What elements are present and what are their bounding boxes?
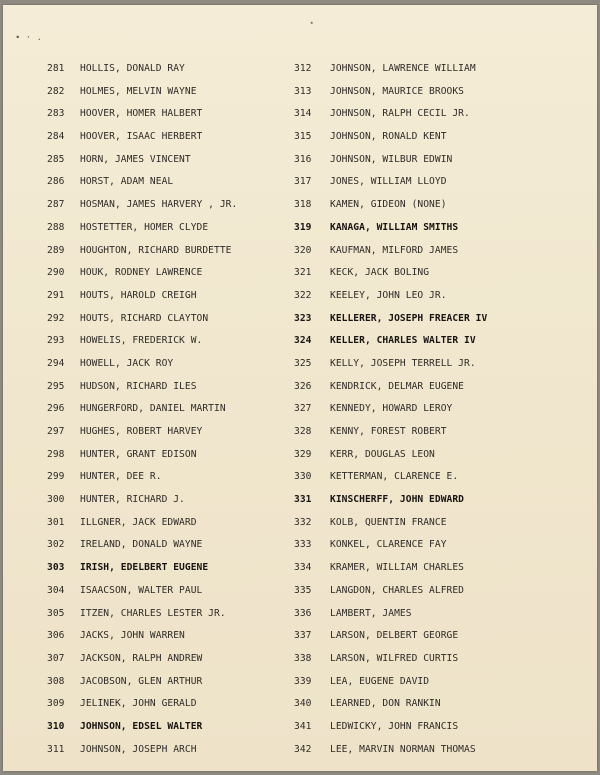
entry-number: 306 xyxy=(47,630,65,642)
roster-entry xyxy=(294,625,584,648)
entry-name: HOWELIS, FREDERICK W. xyxy=(80,335,203,347)
entry-name: HOSMAN, JAMES HARVERY , JR. xyxy=(80,199,238,211)
entry-name: HUNTER, RICHARD J. xyxy=(80,494,185,506)
roster-entry xyxy=(294,353,584,376)
entry-number: 324 xyxy=(294,335,312,347)
entry-number: 317 xyxy=(294,176,312,188)
entry-number: 281 xyxy=(47,63,65,74)
entry-name: HOSTETTER, HOMER CLYDE xyxy=(80,221,209,233)
entry-name: JELINEK, JOHN GERALD xyxy=(80,698,197,710)
roster-entry xyxy=(294,285,584,308)
entry-number: 326 xyxy=(294,380,312,392)
entry-number: 287 xyxy=(47,199,65,211)
entry-number: 307 xyxy=(47,652,65,664)
entry-name: KENNY, FOREST ROBERT xyxy=(330,426,447,437)
entry-number: 299 xyxy=(47,471,65,483)
entry-name: HORN, JAMES VINCENT xyxy=(80,153,191,165)
entry-name: KENNEDY, HOWARD LEROY xyxy=(330,403,453,415)
entry-number: 328 xyxy=(294,426,312,437)
roster-entry xyxy=(294,58,584,81)
entry-name: KENDRICK, DELMAR EUGENE xyxy=(330,380,464,392)
entry-number: 294 xyxy=(47,357,65,369)
top-center-mark: ⋆ xyxy=(309,19,315,29)
entry-number: 285 xyxy=(47,153,65,165)
entry-number: 337 xyxy=(294,630,312,642)
roster-entry xyxy=(294,330,584,353)
roster-entry xyxy=(294,376,584,399)
entry-name: KECK, JACK BOLING xyxy=(330,267,430,279)
entry-name: JACOBSON, GLEN ARTHUR xyxy=(80,675,203,687)
roster-column-right xyxy=(294,58,584,761)
entry-name: KOLB, QUENTIN FRANCE xyxy=(330,516,447,528)
entry-number: 293 xyxy=(47,335,65,347)
entry-number: 325 xyxy=(294,357,312,369)
entry-name: LARSON, WILFRED CURTIS xyxy=(330,652,459,664)
roster-entry xyxy=(294,580,584,603)
entry-name: HUNTER, DEE R. xyxy=(80,471,162,483)
entry-name: HOUTS, RICHARD CLAYTON xyxy=(80,312,209,324)
roster-entry xyxy=(294,149,584,172)
entry-name: HUNGERFORD, DANIEL MARTIN xyxy=(80,403,226,415)
entry-name: JOHNSON, RALPH CECIL JR. xyxy=(330,108,470,120)
entry-name: JOHNSON, EDSEL WALTER xyxy=(80,720,203,732)
entry-name: KAUFMAN, MILFORD JAMES xyxy=(330,244,459,256)
entry-number: 338 xyxy=(294,652,312,664)
entry-name: HOUTS, HAROLD CREIGH xyxy=(80,289,197,301)
entry-name: IRELAND, DONALD WAYNE xyxy=(80,539,203,551)
corner-smudge-mark: ∙ ⋅ . xyxy=(15,33,43,43)
entry-name: LAMBERT, JAMES xyxy=(330,607,412,619)
entry-number: 311 xyxy=(47,743,65,755)
entry-name: HOWELL, JACK ROY xyxy=(80,357,174,369)
entry-number: 327 xyxy=(294,403,312,415)
entry-number: 322 xyxy=(294,289,312,301)
roster-entry xyxy=(294,557,584,580)
entry-name: HOUGHTON, RICHARD BURDETTE xyxy=(80,244,232,256)
entry-number: 302 xyxy=(47,539,65,551)
entry-name: HUNTER, GRANT EDISON xyxy=(80,448,197,460)
entry-name: JOHNSON, MAURICE BROOKS xyxy=(330,85,464,97)
entry-name: ISAACSON, WALTER PAUL xyxy=(80,584,203,596)
entry-name: JONES, WILLIAM LLOYD xyxy=(330,176,447,188)
entry-name: KRAMER, WILLIAM CHARLES xyxy=(330,562,464,574)
entry-number: 314 xyxy=(294,108,312,120)
entry-number: 341 xyxy=(294,720,312,732)
entry-name: LEA, EUGENE DAVID xyxy=(330,675,430,687)
entry-number: 295 xyxy=(47,380,65,392)
entry-number: 283 xyxy=(47,108,65,120)
entry-number: 316 xyxy=(294,153,312,165)
roster-entry xyxy=(294,308,584,331)
entry-number: 331 xyxy=(294,494,312,506)
roster-entry xyxy=(294,262,584,285)
entry-name: KELLY, JOSEPH TERRELL JR. xyxy=(330,357,476,369)
entry-name: HOOVER, ISAAC HERBERT xyxy=(80,131,203,143)
entry-number: 290 xyxy=(47,267,65,279)
roster-entry xyxy=(294,534,584,557)
entry-name: LEARNED, DON RANKIN xyxy=(330,698,441,710)
entry-name: LANGDON, CHARLES ALFRED xyxy=(330,584,464,596)
roster-entry xyxy=(294,103,584,126)
roster-entry xyxy=(294,512,584,535)
entry-number: 313 xyxy=(294,85,312,97)
roster-entry xyxy=(294,648,584,671)
roster-entry xyxy=(294,421,584,444)
entry-number: 296 xyxy=(47,403,65,415)
entry-number: 332 xyxy=(294,516,312,528)
entry-number: 319 xyxy=(294,221,312,233)
roster-entry xyxy=(294,81,584,104)
entry-number: 342 xyxy=(294,743,312,755)
entry-number: 333 xyxy=(294,539,312,551)
entry-name: IRISH, EDELBERT EUGENE xyxy=(80,562,209,574)
entry-number: 323 xyxy=(294,312,312,324)
roster-entry xyxy=(294,716,584,739)
entry-name: LARSON, DELBERT GEORGE xyxy=(330,630,459,642)
entry-name: HOOVER, HOMER HALBERT xyxy=(80,108,203,120)
entry-number: 334 xyxy=(294,562,312,574)
entry-number: 312 xyxy=(294,63,312,74)
entry-number: 310 xyxy=(47,720,65,732)
roster-entry xyxy=(294,603,584,626)
entry-number: 340 xyxy=(294,698,312,710)
entry-name: KELLERER, JOSEPH FREACER IV xyxy=(330,312,488,324)
entry-name: HOUK, RODNEY LAWRENCE xyxy=(80,267,203,279)
entry-name: KONKEL, CLARENCE FAY xyxy=(330,539,447,551)
entry-number: 303 xyxy=(47,562,65,574)
entry-number: 309 xyxy=(47,698,65,710)
roster-entry xyxy=(294,693,584,716)
entry-number: 298 xyxy=(47,448,65,460)
entry-number: 305 xyxy=(47,607,65,619)
roster-entry xyxy=(294,194,584,217)
roster-entry xyxy=(294,489,584,512)
entry-name: KETTERMAN, CLARENCE E. xyxy=(330,471,459,483)
entry-name: HOLLIS, DONALD RAY xyxy=(80,63,185,74)
roster-entry xyxy=(294,126,584,149)
entry-number: 318 xyxy=(294,199,312,211)
entry-name: JOHNSON, WILBUR EDWIN xyxy=(330,153,453,165)
roster-entry xyxy=(294,739,584,762)
roster-entry xyxy=(294,444,584,467)
roster-entry xyxy=(294,171,584,194)
entry-number: 336 xyxy=(294,607,312,619)
entry-name: HUDSON, RICHARD ILES xyxy=(80,380,197,392)
entry-number: 289 xyxy=(47,244,65,256)
roster-entry xyxy=(294,217,584,240)
entry-name: JOHNSON, LAWRENCE WILLIAM xyxy=(330,63,476,74)
entry-number: 288 xyxy=(47,221,65,233)
entry-name: LEDWICKY, JOHN FRANCIS xyxy=(330,720,459,732)
entry-number: 335 xyxy=(294,584,312,596)
entry-number: 284 xyxy=(47,131,65,143)
roster-entry xyxy=(294,671,584,694)
entry-name: HORST, ADAM NEAL xyxy=(80,176,174,188)
entry-number: 297 xyxy=(47,426,65,437)
entry-name: KELLER, CHARLES WALTER IV xyxy=(330,335,476,347)
entry-number: 304 xyxy=(47,584,65,596)
entry-name: JOHNSON, JOSEPH ARCH xyxy=(80,743,197,755)
entry-name: LEE, MARVIN NORMAN THOMAS xyxy=(330,743,476,755)
roster-entry xyxy=(294,398,584,421)
entry-name: KEELEY, JOHN LEO JR. xyxy=(330,289,447,301)
entry-name: JACKS, JOHN WARREN xyxy=(80,630,185,642)
entry-name: JACKSON, RALPH ANDREW xyxy=(80,652,203,664)
entry-name: HUGHES, ROBERT HARVEY xyxy=(80,426,203,437)
document-page xyxy=(3,5,597,771)
roster-entry xyxy=(294,240,584,263)
entry-number: 321 xyxy=(294,267,312,279)
entry-name: KAMEN, GIDEON (NONE) xyxy=(330,199,447,211)
entry-number: 291 xyxy=(47,289,65,301)
entry-name: KINSCHERFF, JOHN EDWARD xyxy=(330,494,464,506)
entry-number: 286 xyxy=(47,176,65,188)
entry-name: KANAGA, WILLIAM SMITHS xyxy=(330,221,459,233)
entry-name: HOLMES, MELVIN WAYNE xyxy=(80,85,197,97)
entry-number: 330 xyxy=(294,471,312,483)
entry-name: ILLGNER, JACK EDWARD xyxy=(80,516,197,528)
entry-number: 339 xyxy=(294,675,312,687)
entry-name: ITZEN, CHARLES LESTER JR. xyxy=(80,607,226,619)
entry-number: 282 xyxy=(47,85,65,97)
roster-entry xyxy=(294,466,584,489)
entry-name: KERR, DOUGLAS LEON xyxy=(330,448,435,460)
entry-name: JOHNSON, RONALD KENT xyxy=(330,131,447,143)
entry-number: 320 xyxy=(294,244,312,256)
entry-number: 308 xyxy=(47,675,65,687)
entry-number: 300 xyxy=(47,494,65,506)
entry-number: 292 xyxy=(47,312,65,324)
entry-number: 301 xyxy=(47,516,65,528)
entry-number: 329 xyxy=(294,448,312,460)
entry-number: 315 xyxy=(294,131,312,143)
